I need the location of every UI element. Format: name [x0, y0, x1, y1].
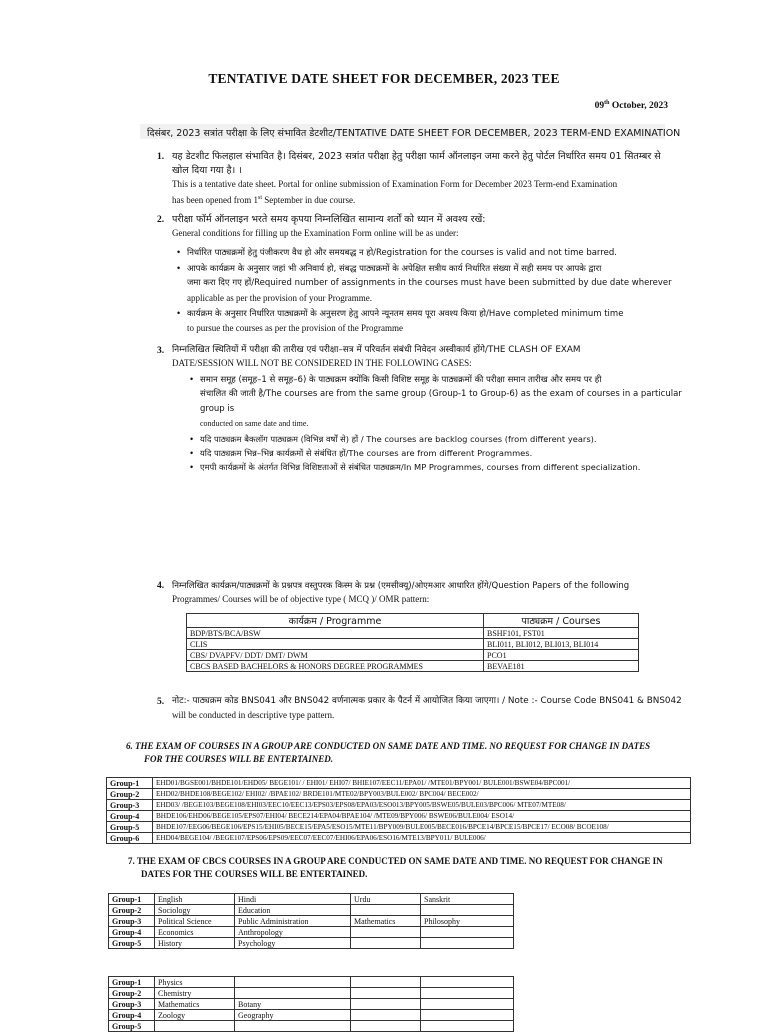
table-cell: CLIS [187, 639, 484, 650]
table-row [109, 938, 514, 949]
point-5-line: will be conducted in descriptive type pattern. [172, 710, 335, 720]
group-label: Group-5 [109, 938, 155, 949]
table-row [109, 988, 514, 999]
table-row [109, 905, 514, 916]
table-cell [155, 1021, 235, 1032]
point-1-hindi: यह डेटशीट फिलहाल संभावित है। दिसंबर, 2023 सत्रांत परीक्षा हेतु परीक्षा फार्म ऑनलाइन जमा करने हेतु पोर्टल निर्धारित समय 01 सितम्बर से [172, 151, 661, 162]
table-cell: Psychology [235, 938, 351, 949]
point-3-line: DATE/SESSION WILL NOT BE CONSIDERED IN THE FOLLOWING CASES: [172, 358, 472, 368]
table-cell: Sociology [155, 905, 235, 916]
course-group-table [106, 777, 691, 844]
table-cell: Chemistry [155, 988, 235, 999]
table-cell [421, 927, 514, 938]
table-cell: History [155, 938, 235, 949]
case-item: • यदि पाठ्यक्रम भिन्न–भिन्न कार्यक्रमों से संबंधित हों/The courses are from different Programmes. [200, 446, 695, 460]
table-row [107, 811, 691, 822]
point-7-line: 7. THE EXAM OF CBCS COURSES IN A GROUP ARE CONDUCTED ON SAME DATE AND TIME. NO REQUEST FOR CHANGE IN [128, 856, 663, 866]
table-cell [351, 977, 421, 988]
point-2-english: General conditions for filling up the Examination Form online will be as under: [172, 228, 459, 238]
condition-item-cont: to pursue the courses as per the provision of the Programme [187, 323, 403, 333]
table-cell: BSHF101, FST01 [484, 628, 639, 639]
table-cell: BLI011, BLI012, BLI013, BLI014 [484, 639, 639, 650]
group-courses: EHD01/BGSE001/BHDE101/EHD05/ BEGE101/ / EHI01/ EHI07/ BHIE107/EEC11/EPA01/ /MTE01/BPY001/ BULE001/BSWE04/BPC001/ [153, 778, 691, 789]
table-cell [351, 988, 421, 999]
point-6-line: 6. THE EXAM OF COURSES IN A GROUP ARE CONDUCTED ON SAME DATE AND TIME. NO REQUEST FOR CHANGE IN DATES [126, 741, 651, 751]
point-1-english: This is a tentative date sheet. Portal for online submission of Examination Form for December 2023 Term-end Examination [172, 179, 618, 189]
point-2-hindi: परीक्षा फॉर्म ऑनलाइन भरते समय कृपया निम्नलिखित सामान्य शर्तों को ध्यान में अवश्य रखें: [172, 214, 486, 225]
table-cell: Mathematics [351, 916, 421, 927]
subheading: दिसंबर, 2023 सत्रांत परीक्षा के लिए संभावित डेटशीट/TENTATIVE DATE SHEET FOR DECEMBER, 2023 TERM-END EXAMINATION [147, 128, 681, 139]
point-7-line: DATES FOR THE COURSES WILL BE ENTERTAINED. [141, 869, 368, 879]
table-cell: CBCS BASED BACHELORS & HONORS DEGREE PROGRAMMES [187, 661, 484, 672]
table-row [107, 789, 691, 800]
table-cell: Physics [155, 977, 235, 988]
table-cell: Education [235, 905, 351, 916]
table-cell: Political Science [155, 916, 235, 927]
table-row [107, 778, 691, 789]
table-cell: Hindi [235, 894, 351, 905]
table-row [187, 628, 639, 639]
document-date: 09th October, 2023 [594, 100, 668, 112]
group-label: Group-4 [109, 927, 155, 938]
table-header-row [187, 614, 639, 628]
table-row [109, 916, 514, 927]
point-2 [172, 213, 697, 241]
point-1 [172, 150, 697, 207]
group-label: Group-6 [107, 833, 153, 844]
case-item-cont: conducted on same date and time. [200, 419, 309, 428]
point-4-line: Programmes/ Courses will be of objective type ( MCQ )/ OMR pattern: [172, 594, 430, 604]
point-5 [172, 694, 702, 723]
table-cell: Zoology [155, 1010, 235, 1021]
table-row [109, 927, 514, 938]
table-row [109, 894, 514, 905]
table-cell: Philosophy [421, 916, 514, 927]
table-cell [235, 988, 351, 999]
table-row [107, 800, 691, 811]
table-cell [351, 1021, 421, 1032]
point-1-english-cont: has been opened from 1st September in due course. [172, 194, 356, 205]
group-label: Group-1 [109, 894, 155, 905]
case-item: • एमपी कार्यक्रमों के अंतर्गत विभिन्न विशिष्टताओं से संबंधित पाठ्यक्रम/In MP Programmes, courses from different specialization. [200, 460, 695, 474]
point-1-hindi-cont: खोल दिया गया है। । [172, 165, 242, 176]
table-cell [421, 1021, 514, 1032]
table-row [187, 639, 639, 650]
column-header: कार्यक्रम / Programme [187, 614, 484, 628]
point-4-line: निम्नलिखित कार्यक्रम/पाठ्यक्रमों के प्रश्नपत्र वस्तुपरक किस्म के प्रश्न (एमसीक्यू)/ओएमआर आधारित होंगे/Question Papers of the following [172, 581, 630, 591]
table-cell: PCO1 [484, 650, 639, 661]
case-item: • यदि पाठ्यक्रम बैकलॉग पाठ्यक्रम (विभिन्न वर्षों से) हों / The courses are backlog courses (from different years). [200, 432, 695, 446]
table-row [109, 1021, 514, 1032]
group-label: Group-4 [109, 1010, 155, 1021]
group-courses: EHD02/BHDE108/BEGE102/ EHI02/ /BPAE102/ BRDE101/MTE02/BPY003/BULE002/ BPC004/ BECE002/ [153, 789, 691, 800]
table-cell: Economics [155, 927, 235, 938]
table-cell: Urdu [351, 894, 421, 905]
point-5-number: 5. [157, 697, 165, 707]
group-label: Group-2 [107, 789, 153, 800]
point-3-cases [200, 372, 695, 474]
point-4 [172, 579, 702, 607]
condition-item: • आपके कार्यक्रम के अनुसार जहां भी अनिवार्य हो, संबद्ध पाठ्यक्रमों के अपेक्षित सत्रीय कार्य निर्धारित संख्या में सही समय पर आपके द्वारा [187, 261, 702, 276]
table-cell: Sanskrit [421, 894, 514, 905]
case-item-cont: संचालित की जाती है/The courses are from the same group (Group-1 to Group-6) as the exam of courses in a particular group is [200, 389, 682, 414]
point-6 [126, 740, 706, 766]
point-2-conditions [187, 245, 702, 335]
point-2-number: 2. [157, 215, 165, 225]
table-cell [351, 927, 421, 938]
group-label: Group-2 [109, 905, 155, 916]
point-3-number: 3. [157, 346, 165, 356]
table-row [187, 661, 639, 672]
table-cell [351, 905, 421, 916]
group-label: Group-1 [107, 778, 153, 789]
table-cell [235, 977, 351, 988]
table-cell: Geography [235, 1010, 351, 1021]
condition-item: • कार्यक्रम के अनुसार निर्धारित पाठ्यक्रमों के अनुसरण हेतु आपने न्यूनतम समय पूरा अवश्य किया हो/Have completed minimum time [187, 306, 702, 321]
table-cell: Anthropology [235, 927, 351, 938]
point-6-line: FOR THE COURSES WILL BE ENTERTAINED. [144, 754, 334, 764]
table-cell: BEVAE181 [484, 661, 639, 672]
table-cell: BDP/BTS/BCA/BSW [187, 628, 484, 639]
table-cell: English [155, 894, 235, 905]
page-title: TENTATIVE DATE SHEET FOR DECEMBER, 2023 TEE [208, 71, 560, 86]
column-header: पाठ्यक्रम / Courses [484, 614, 639, 628]
table-row [107, 833, 691, 844]
group-label: Group-2 [109, 988, 155, 999]
point-4-number: 4. [157, 581, 165, 591]
condition-item-cont: जमा करा दिए गए हों/Required number of assignments in the courses must have been submitted by due date wherever [187, 278, 672, 288]
point-3 [172, 343, 697, 371]
table-cell [351, 938, 421, 949]
table-cell: CBS/ DVAPFV/ DDT/ DMT/ DWM [187, 650, 484, 661]
table-row [109, 1010, 514, 1021]
table-row [109, 977, 514, 988]
group-label: Group-5 [107, 822, 153, 833]
table-cell [421, 977, 514, 988]
table-row [187, 650, 639, 661]
group-courses: BHDE107/EEG06/BEGE106/EPS15/EHI05/BECE15/EPA5/ESO15/MTE11/BPY009/BULE005/BECE016/BPCE14/BPCE15/BPCE17/ ECO08/ BCOE108/ [153, 822, 691, 833]
table-row [109, 999, 514, 1010]
group-courses: BHDE106/EHD06/BEGE105/EPS07/EHI04/ BECE214/EPA04/BPAE104/ /MTE09/BPY006/ BSWE06/BULE004/ ESO14/ [153, 811, 691, 822]
condition-item-cont: applicable as per the provision of your Programme. [187, 293, 372, 303]
group-label: Group-5 [109, 1021, 155, 1032]
point-3-line: निम्नलिखित स्थितियों में परीक्षा की तारीख एवं परीक्षा–सत्र में परिवर्तन संबंधी निवेदन अस्वीकार्य होंगे/THE CLASH OF EXAM [172, 345, 581, 355]
group-label: Group-4 [107, 811, 153, 822]
table-cell [351, 1010, 421, 1021]
table-cell [421, 1010, 514, 1021]
table-cell [235, 1021, 351, 1032]
group-label: Group-1 [109, 977, 155, 988]
table-cell: Mathematics [155, 999, 235, 1010]
table-cell: Botany [235, 999, 351, 1010]
table-row [107, 822, 691, 833]
group-label: Group-3 [109, 999, 155, 1010]
condition-item: • निर्धारित पाठ्यक्रमों हेतु पंजीकरण वैध हो और समयबद्ध न हो/Registration for the courses is valid and not time barred. [187, 245, 702, 260]
table-cell [351, 999, 421, 1010]
mcq-programme-table [186, 613, 639, 672]
table-cell [421, 988, 514, 999]
group-courses: EHD04/BEGE104/ /BEGE107/EPS06/EPS09/EEC07/EEC07/EHI06/EPA06/ESO16/MTE13/BPY011/ BULE006/ [153, 833, 691, 844]
table-cell: Public Administration [235, 916, 351, 927]
table-cell [421, 938, 514, 949]
cbcs-arts-group-table [108, 893, 514, 949]
point-5-line: नोट:- पाठ्यक्रम कोड BNS041 और BNS042 वर्णनात्मक प्रकार के पैटर्न में आयोजित किया जाएगा। / Note :- Course Code BNS041 & BNS042 [172, 696, 682, 706]
point-7 [128, 855, 708, 881]
case-item: • समान समूह (समूह–1 से समूह–6) के पाठ्यक्रम क्योंकि किसी विशिष्ट समूह के पाठ्यक्रमों की परीक्षा समान तारीख और समय पर ही [200, 372, 695, 387]
group-label: Group-3 [109, 916, 155, 927]
table-cell [421, 999, 514, 1010]
point-1-number: 1. [157, 152, 165, 162]
group-courses: EHD03/ /BEGE103/BEGE108/EHI03/EEC10/EEC13/EPS03/EPS08/EPA03/ESO013/BPY005/BSWE05/BULE03/BPC006/ MTE07/MTE08/ [153, 800, 691, 811]
group-label: Group-3 [107, 800, 153, 811]
table-cell [421, 905, 514, 916]
